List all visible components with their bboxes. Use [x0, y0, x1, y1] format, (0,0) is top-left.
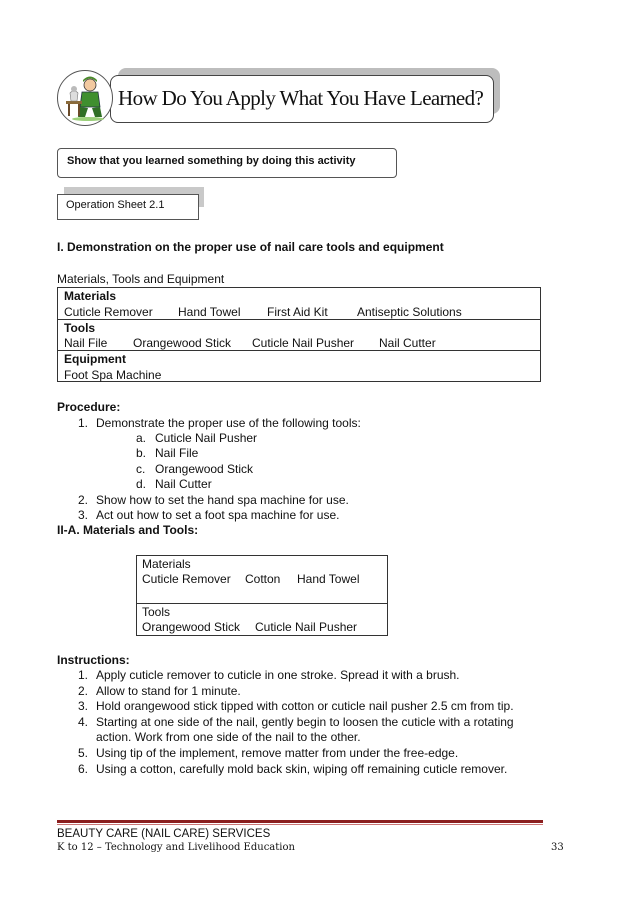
list-number: 6.: [78, 762, 89, 776]
page-title: How Do You Apply What You Have Learned?: [118, 86, 484, 110]
instructions-heading: Instructions:: [57, 653, 130, 667]
list-letter: b.: [136, 446, 147, 460]
list-letter: d.: [136, 477, 147, 491]
tools-label: Tools: [64, 321, 96, 335]
footer-rule-thin: [57, 824, 543, 825]
list-number: 1.: [78, 416, 89, 430]
table-caption: Materials, Tools and Equipment: [57, 272, 225, 286]
materials-label: Materials: [142, 557, 191, 571]
list-item: Cuticle Nail Pusher: [155, 431, 258, 445]
table-cell: Nail Cutter: [379, 336, 436, 350]
table-cell: Cuticle Nail Pusher: [252, 336, 355, 350]
tools-label: Tools: [142, 605, 171, 619]
list-item: Using a cotton, carefully mold back skin, wiping off remaining cuticle remover.: [96, 762, 508, 776]
list-item: Nail Cutter: [155, 477, 212, 491]
section-heading: I. Demonstration on the proper use of nail care tools and equipment: [57, 240, 444, 254]
list-letter: c.: [136, 462, 146, 476]
materials-tools-equipment-table: [57, 287, 541, 382]
list-item: Starting at one side of the nail, gently begin to loosen the cuticle with a rotating: [96, 715, 514, 729]
table-divider: [58, 350, 540, 351]
table-divider: [58, 319, 540, 320]
list-item: Demonstrate the proper use of the following tools:: [96, 416, 361, 430]
list-number: 1.: [78, 668, 89, 682]
list-number: 4.: [78, 715, 89, 729]
procedure-heading: Procedure:: [57, 400, 121, 414]
activity-instruction: Show that you learned something by doing this activity: [67, 155, 356, 167]
operation-sheet-label: Operation Sheet 2.1: [66, 199, 165, 211]
student-at-desk-icon: [58, 71, 112, 125]
list-number: 3.: [78, 508, 89, 522]
list-number: 2.: [78, 493, 89, 507]
page-number: 33: [551, 842, 564, 853]
table-cell: Cuticle Nail Pusher: [255, 620, 358, 634]
table-cell: Hand Towel: [178, 305, 241, 319]
table-cell: Cuticle Remover: [142, 572, 231, 586]
table-cell: Orangewood Stick: [133, 336, 232, 350]
table-cell: Nail File: [64, 336, 108, 350]
table-cell: Antiseptic Solutions: [357, 305, 462, 319]
materials-label: Materials: [64, 289, 117, 303]
materials-tools-table: [136, 555, 388, 636]
list-item-continuation: action. Work from one side of the nail to the other.: [96, 730, 361, 744]
table-cell: First Aid Kit: [267, 305, 328, 319]
table-cell: Cuticle Remover: [64, 305, 153, 319]
table-cell: Orangewood Stick: [142, 620, 241, 634]
list-item: Apply cuticle remover to cuticle in one stroke. Spread it with a brush.: [96, 668, 460, 682]
student-logo: [57, 70, 113, 126]
equipment-label: Equipment: [64, 352, 126, 366]
footer-course: BEAUTY CARE (NAIL CARE) SERVICES: [57, 828, 271, 840]
footer-rule: [57, 820, 543, 823]
section-2a-heading: II-A. Materials and Tools:: [57, 523, 199, 537]
list-item: Orangewood Stick: [155, 462, 254, 476]
table-cell: Cotton: [245, 572, 281, 586]
list-number: 5.: [78, 746, 89, 760]
list-number: 3.: [78, 699, 89, 713]
list-item: Nail File: [155, 446, 199, 460]
list-item: Allow to stand for 1 minute.: [96, 684, 241, 698]
list-item: Act out how to set a foot spa machine for use.: [96, 508, 340, 522]
list-letter: a.: [136, 431, 147, 445]
list-item: Hold orangewood stick tipped with cotton or cuticle nail pusher 2.5 cm from tip.: [96, 699, 514, 713]
list-item: Show how to set the hand spa machine for use.: [96, 493, 349, 507]
table-cell: Hand Towel: [297, 572, 360, 586]
table-divider: [137, 603, 387, 604]
footer-program: K to 12 – Technology and Livelihood Education: [57, 842, 295, 853]
table-cell: Foot Spa Machine: [64, 368, 162, 382]
list-number: 2.: [78, 684, 89, 698]
list-item: Using tip of the implement, remove matter from under the free-edge.: [96, 746, 459, 760]
